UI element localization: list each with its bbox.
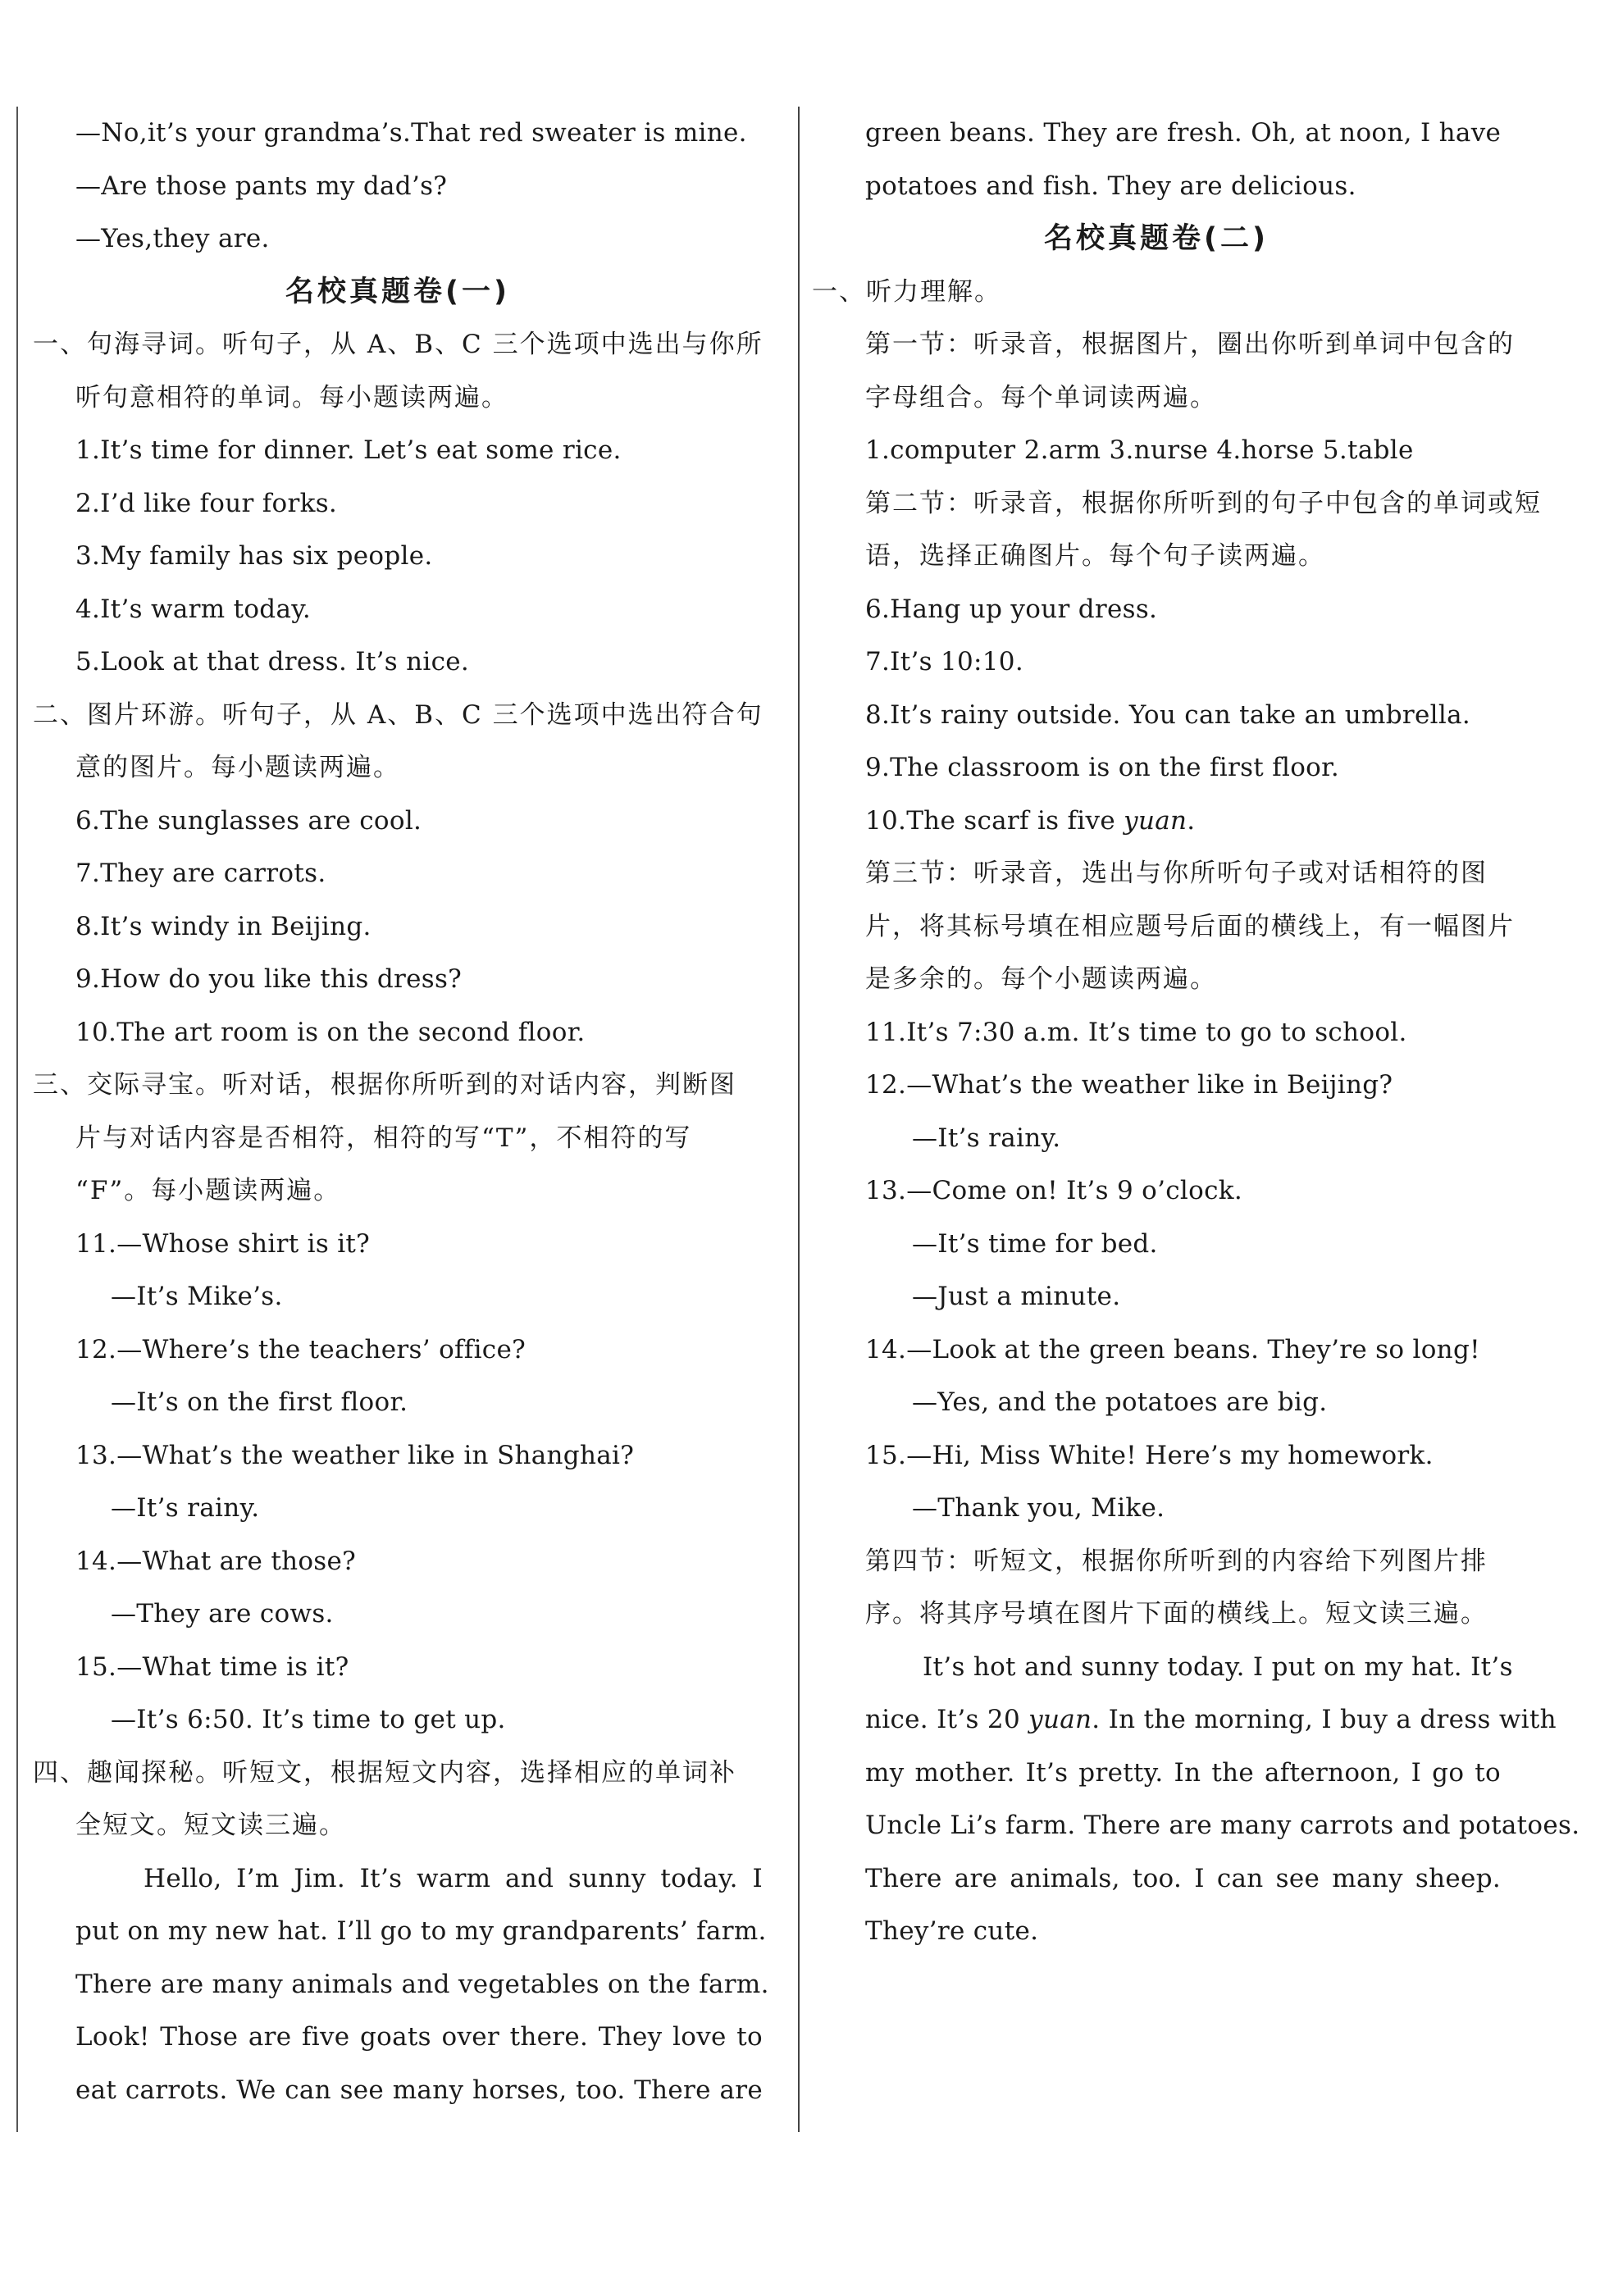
text-line xyxy=(33,1641,763,1694)
text-line xyxy=(33,107,763,160)
line-text: 全短文。短文读三遍。 xyxy=(75,1811,346,1840)
text-line xyxy=(33,1747,763,1800)
section-title xyxy=(812,212,1501,266)
text-line xyxy=(812,1799,1580,1852)
text-line xyxy=(812,371,1501,425)
text-line xyxy=(33,212,763,266)
line-text: 二、图片环游。听句子，从 A、B、C 三个选项中选出符合句 xyxy=(33,699,764,730)
text-line xyxy=(33,530,763,583)
text-line xyxy=(33,1164,763,1218)
text-line xyxy=(33,1852,763,1906)
line-text: “F”。每小题读两遍。 xyxy=(75,1176,341,1205)
line-text: They’re cute. xyxy=(865,1916,1039,1946)
text-line xyxy=(812,1218,1501,1271)
text-line xyxy=(812,1588,1501,1641)
text-line xyxy=(33,2011,763,2064)
line-text: 14.—Look at the green beans. They’re so long! xyxy=(865,1334,1480,1364)
column-divider xyxy=(798,107,800,2132)
text-line xyxy=(33,1535,763,1588)
text-line xyxy=(33,900,763,954)
text-line xyxy=(33,1270,763,1323)
line-text: —Thank you, Mike. xyxy=(912,1493,1165,1523)
text-line xyxy=(812,477,1542,531)
line-text: 第四节：听短文，根据你所听到的内容给下列图片排 xyxy=(865,1546,1488,1576)
text-line xyxy=(33,371,763,425)
line-text: 序。将其序号填在图片下面的横线上。短文读三遍。 xyxy=(865,1599,1488,1629)
line-text: —Yes,they are. xyxy=(75,224,270,253)
binding-margin-rule xyxy=(16,107,18,2132)
text-line xyxy=(33,847,763,900)
line-text: my mother. It’s pretty. In the afternoon, I go to xyxy=(865,1757,1501,1788)
line-text: 12.—Where’s the teachers’ office? xyxy=(75,1334,526,1364)
line-text: —It’s 6:50. It’s time to get up. xyxy=(111,1705,506,1734)
text-line xyxy=(33,1958,769,2011)
line-text: 字母组合。每个单词读两遍。 xyxy=(865,382,1217,412)
text-line xyxy=(812,266,1501,319)
text-line xyxy=(33,1588,763,1641)
line-text: eat carrots. We can see many horses, too. There are xyxy=(75,2075,763,2105)
text-line xyxy=(33,1429,763,1483)
text-line xyxy=(812,583,1501,636)
line-text: 名校真题卷(二) xyxy=(1044,222,1269,255)
line-text: 6.Hang up your dress. xyxy=(865,594,1158,624)
text-line xyxy=(33,1693,763,1747)
line-text: —Just a minute. xyxy=(912,1282,1121,1311)
line-text: —It’s on the first floor. xyxy=(111,1387,408,1417)
line-text: 10.The scarf is five xyxy=(865,805,1124,836)
right-column xyxy=(812,107,1580,1958)
text-line xyxy=(812,530,1501,583)
text-line xyxy=(33,795,763,848)
line-text: 意的图片。每小题读两遍。 xyxy=(75,753,400,782)
line-text: 第二节：听录音，根据你所听到的句子中包含的单词或短 xyxy=(865,488,1542,518)
line-text: There are many animals and vegetables on the farm. xyxy=(75,1969,769,1999)
line-text-tail: . xyxy=(1187,805,1196,836)
line-text: green beans. They are fresh. Oh, at noon, I have xyxy=(865,118,1502,148)
line-text: 三、交际寻宝。听对话，根据你所听到的对话内容，判断图 xyxy=(33,1070,736,1100)
text-line xyxy=(812,1376,1501,1429)
line-text: 一、句海寻词。听句子，从 A、B、C 三个选项中选出与你所 xyxy=(33,330,764,359)
line-text: 是多余的。每个小题读两遍。 xyxy=(865,964,1217,994)
line-text: 7.It’s 10:10. xyxy=(865,647,1023,676)
text-line xyxy=(812,636,1501,689)
line-text: 名校真题卷(一) xyxy=(285,275,510,308)
line-text: 听句意相符的单词。每小题读两遍。 xyxy=(75,382,508,412)
text-line xyxy=(33,2064,763,2117)
line-text: 5.Look at that dress. It’s nice. xyxy=(75,647,470,676)
text-line xyxy=(33,1323,763,1377)
text-line xyxy=(812,1112,1501,1165)
text-line xyxy=(33,318,763,371)
italic-word: yuan xyxy=(1124,805,1187,836)
line-text: 11.It’s 7:30 a.m. It’s time to go to school. xyxy=(865,1017,1407,1047)
text-line xyxy=(812,953,1501,1006)
text-line xyxy=(812,689,1501,742)
text-line xyxy=(33,583,763,636)
text-line xyxy=(812,1852,1501,1906)
line-text: —It’s time for bed. xyxy=(912,1228,1158,1259)
text-line xyxy=(812,107,1501,160)
line-text: —It’s rainy. xyxy=(912,1123,1061,1153)
line-text: —It’s rainy. xyxy=(111,1493,260,1523)
text-line xyxy=(812,1535,1501,1588)
text-line xyxy=(812,1006,1501,1059)
text-line xyxy=(33,1376,763,1429)
line-text: —Are those pants my dad’s? xyxy=(75,171,448,201)
line-text: 15.—Hi, Miss White! Here’s my homework. xyxy=(865,1440,1434,1470)
line-text: 15.—What time is it? xyxy=(75,1651,349,1682)
text-line xyxy=(812,1693,1557,1747)
line-text-tail: . In the morning, I buy a dress with xyxy=(1092,1705,1557,1734)
line-text: 13.—Come on! It’s 9 o’clock. xyxy=(865,1176,1242,1205)
left-column xyxy=(33,107,769,2116)
text-line xyxy=(812,1270,1501,1323)
text-line xyxy=(812,1164,1501,1218)
text-line xyxy=(33,1059,763,1112)
text-line xyxy=(812,847,1501,900)
line-text: —They are cows. xyxy=(111,1599,334,1629)
line-text: —It’s Mike’s. xyxy=(111,1282,283,1311)
line-text: 4.It’s warm today. xyxy=(75,594,312,624)
line-text: 6.The sunglasses are cool. xyxy=(75,805,422,836)
line-text: 第三节：听录音，选出与你所听句子或对话相符的图 xyxy=(865,859,1488,888)
text-line xyxy=(812,318,1515,371)
text-line xyxy=(33,1905,767,1958)
text-line xyxy=(33,636,763,689)
text-line xyxy=(812,1429,1501,1483)
line-text: 13.—What’s the weather like in Shanghai? xyxy=(75,1440,635,1470)
section-title xyxy=(33,266,763,319)
text-line xyxy=(33,741,763,795)
text-line xyxy=(812,741,1501,795)
line-text: 片与对话内容是否相符，相符的写“T”，不相符的写 xyxy=(75,1123,692,1153)
text-line xyxy=(33,160,763,213)
line-text: 11.—Whose shirt is it? xyxy=(75,1228,371,1259)
line-text: 第一节：听录音，根据图片，圈出你听到单词中包含的 xyxy=(865,330,1515,359)
line-text: 四、趣闻探秘。听短文，根据短文内容，选择相应的单词补 xyxy=(33,1757,736,1788)
line-text: There are animals, too. I can see many sheep. xyxy=(865,1863,1501,1893)
line-text: 8.It’s rainy outside. You can take an umbrella. xyxy=(865,699,1471,730)
line-text: nice. It’s 20 xyxy=(865,1705,1029,1734)
line-text: 3.My family has six people. xyxy=(75,541,433,571)
italic-word: yuan xyxy=(1028,1705,1092,1734)
text-line xyxy=(812,1641,1513,1694)
line-text: 9.The classroom is on the first floor. xyxy=(865,753,1339,782)
line-text: Hello, I’m Jim. It’s warm and sunny today. I xyxy=(144,1863,763,1893)
text-line xyxy=(33,953,763,1006)
text-line xyxy=(33,424,763,477)
line-text: 12.—What’s the weather like in Beijing? xyxy=(865,1070,1393,1100)
text-line xyxy=(33,1482,763,1535)
text-line xyxy=(33,1799,763,1852)
line-text: 语，选择正确图片。每个句子读两遍。 xyxy=(865,541,1325,571)
text-line xyxy=(812,795,1501,848)
line-text: Look! Those are five goats over there. They love to xyxy=(75,2022,763,2052)
text-line xyxy=(812,1905,1501,1958)
line-text: 8.It’s windy in Beijing. xyxy=(75,911,372,941)
line-text: 1.It’s time for dinner. Let’s eat some rice. xyxy=(75,435,622,465)
text-line xyxy=(33,1006,763,1059)
line-text: potatoes and fish. They are delicious. xyxy=(865,171,1356,201)
text-line xyxy=(33,1218,763,1271)
line-text: 10.The art room is on the second floor. xyxy=(75,1017,586,1047)
text-line xyxy=(33,477,763,531)
line-text: 7.They are carrots. xyxy=(75,859,326,888)
line-text: 一、听力理解。 xyxy=(812,276,1001,307)
line-text: —Yes, and the potatoes are big. xyxy=(912,1387,1328,1417)
line-text: 2.I’d like four forks. xyxy=(75,488,338,518)
line-text: Uncle Li’s farm. There are many carrots and potatoes. xyxy=(865,1811,1580,1840)
line-text: It’s hot and sunny today. I put on my hat. It’s xyxy=(923,1651,1513,1682)
text-line xyxy=(812,424,1501,477)
text-line xyxy=(812,160,1501,213)
text-line xyxy=(812,1747,1501,1800)
text-line xyxy=(33,1112,763,1165)
line-text: 1.computer 2.arm 3.nurse 4.horse 5.table xyxy=(865,435,1414,465)
line-text: 14.—What are those? xyxy=(75,1546,357,1576)
text-line xyxy=(812,1323,1501,1377)
text-line xyxy=(812,1059,1501,1112)
line-text: 9.How do you like this dress? xyxy=(75,964,463,994)
text-line xyxy=(812,900,1515,954)
line-text: put on my new hat. I’ll go to my grandparents’ farm. xyxy=(75,1916,767,1946)
text-line xyxy=(812,1482,1501,1535)
text-line xyxy=(33,689,763,742)
line-text: —No,it’s your grandma’s.That red sweater is mine. xyxy=(75,118,747,148)
line-text: 片，将其标号填在相应题号后面的横线上，有一幅图片 xyxy=(865,911,1515,941)
